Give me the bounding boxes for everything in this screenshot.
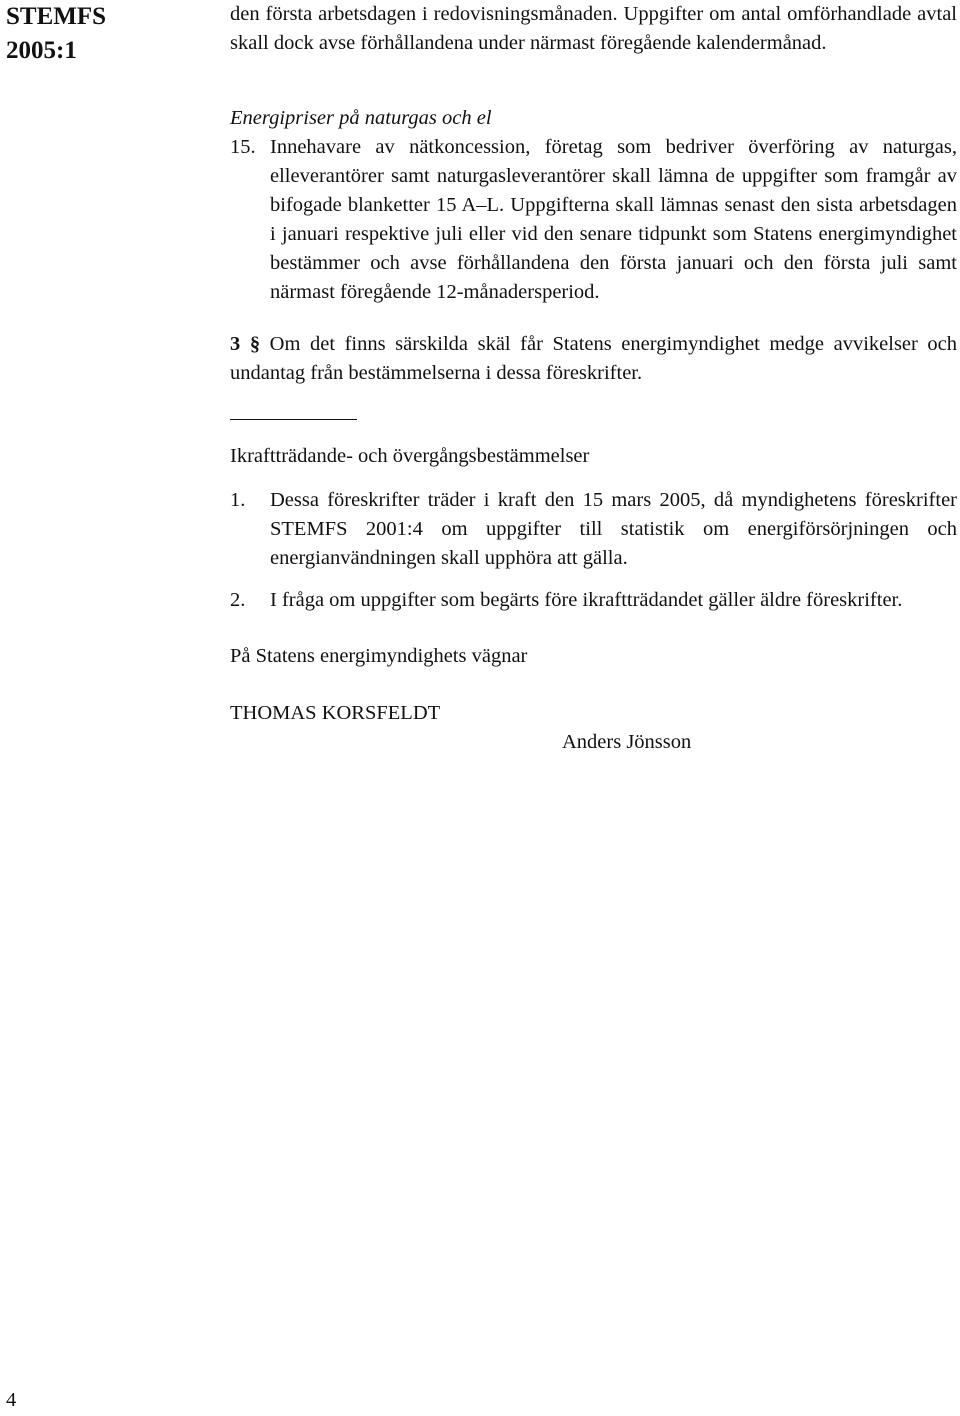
section-number: 3 § — [230, 333, 261, 355]
transitional-item-2 — [230, 586, 957, 615]
item-number: 2. — [230, 589, 246, 611]
intro-paragraph: den första arbetsdagen i redovisningsmånaden. Uppgifter om antal omförhandlade avtal skall dock avse förhållandena under närmast föregående kalendermånad. — [230, 3, 957, 54]
numbered-item-15 — [230, 133, 957, 307]
document-body — [230, 0, 957, 757]
series-label — [6, 0, 106, 68]
item-number: 15. — [230, 136, 256, 158]
item-text: Innehavare av nätkoncession, företag som bedriver överföring av naturgas, elleverantörer samt naturgasleverantörer skall lämna de uppgifter som framgår av bifogade blanketter 15 A–L. Uppgifterna skall lämnas senast den sista arbetsdagen i januari respektive juli eller vid den senare tidpunkt som Statens energimyndighet bestämmer och avse förhållandena den första januari och den första juli samt närmast föregående 12-månadersperiod. — [270, 136, 957, 303]
item-number: 1. — [230, 489, 246, 511]
item-text: Dessa föreskrifter träder i kraft den 15 mars 2005, då myndighetens föreskrifter STEMFS 2001:4 om uppgifter till statistik om energiförsörjningen och energianvändningen skall upphöra att gälla. — [270, 489, 957, 569]
separator-rule — [230, 419, 357, 420]
signatory-official: Anders Jönsson — [562, 731, 692, 753]
series-name: STEMFS — [6, 3, 107, 30]
signatory-director: THOMAS KORSFELDT — [230, 702, 441, 724]
signing-authority: På Statens energimyndighets vägnar — [230, 645, 528, 667]
transitional-item-1 — [230, 486, 957, 573]
energy-section-heading: Energipriser på naturgas och el — [230, 107, 492, 129]
series-number: 2005:1 — [6, 37, 77, 64]
item-text: I fråga om uppgifter som begärts före ikraftträdandet gäller äldre föreskrifter. — [270, 589, 903, 611]
transitional-heading: Ikraftträdande- och övergångsbestämmelser — [230, 445, 590, 467]
section-3-paragraph — [230, 330, 957, 388]
section-text: Om det finns särskilda skäl får Statens energimyndighet medge avvikelser och undantag från bestämmelserna i dessa föreskrifter. — [230, 333, 958, 384]
page-number: 4 — [6, 1389, 17, 1411]
